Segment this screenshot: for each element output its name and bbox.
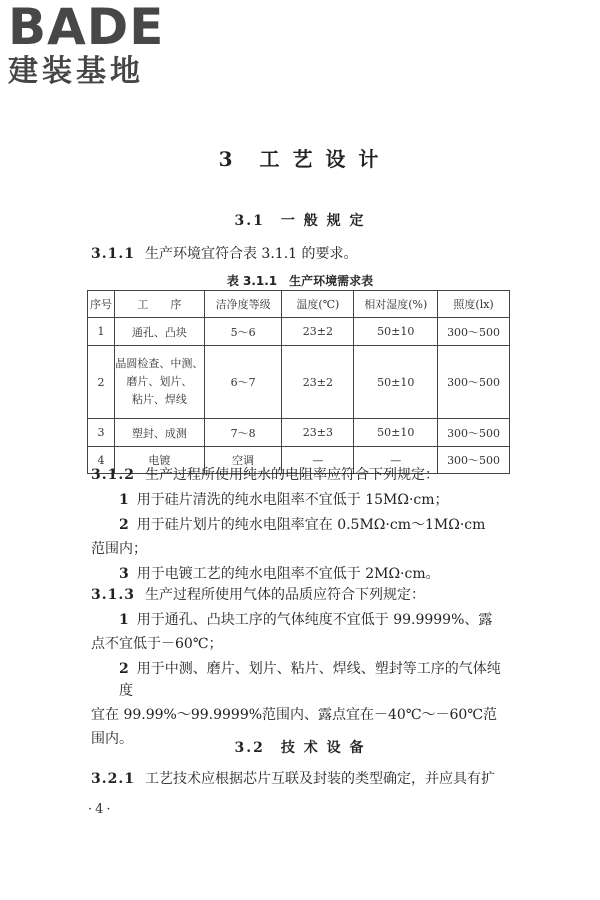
table-cell: 23±3 <box>282 419 354 447</box>
clause-number: 3.2.1 <box>91 771 135 787</box>
clause-text: 生产过程所使用气体的品质应符合下列规定： <box>144 587 425 603</box>
clause-text: 生产环境宜符合表 3.1.1 的要求。 <box>144 246 358 262</box>
list-item <box>91 658 511 702</box>
table-header: 序号 <box>88 291 115 318</box>
table-cell: 50±10 <box>354 419 438 447</box>
logo-english: BADE <box>8 0 165 56</box>
table-cell: 50±10 <box>354 318 438 346</box>
section-heading-3-1: 3.1 一 般 规 定 <box>234 213 366 229</box>
table-row <box>88 318 510 346</box>
table-cell: 300～500 <box>438 419 510 447</box>
table-cell: 3 <box>88 419 115 447</box>
item-text: 用于硅片清洗的纯水电阻率不宜低于 15MΩ·cm； <box>136 492 449 508</box>
item-text: 用于硅片划片的纯水电阻率宜在 0.5MΩ·cm～1MΩ·cm <box>136 517 486 533</box>
table-cell: 4 <box>88 447 115 474</box>
clause-text: 工艺技术应根据芯片互联及封装的类型确定，并应具有扩 <box>144 771 495 787</box>
item-number: 2 <box>119 661 129 677</box>
table-title: 表 3.1.1 生产环境需求表 <box>226 274 374 288</box>
clause-3-1-3 <box>91 584 511 750</box>
chapter-name: 工 艺 设 计 <box>259 147 382 171</box>
table-cell: 5～6 <box>204 318 282 346</box>
item-number: 1 <box>119 612 129 628</box>
chapter-title <box>0 143 600 172</box>
clause-number: 3.1.3 <box>91 587 135 603</box>
table-cell: 1 <box>88 318 115 346</box>
item-text: 用于通孔、凸块工序的气体纯度不宜低于 99.9999%、露 <box>136 612 493 628</box>
table-header: 照度(lx) <box>438 291 510 318</box>
table-cell: 300～500 <box>438 346 510 419</box>
process-line: 晶圆检查、中测、 <box>115 357 204 370</box>
table-cell: 300～500 <box>438 447 510 474</box>
item-number: 1 <box>119 492 129 508</box>
table-cell: 6～7 <box>204 346 282 419</box>
table-row <box>88 419 510 447</box>
item-continuation: 点不宜低于－60℃； <box>91 636 223 652</box>
clause-3-1-2 <box>91 464 511 585</box>
table-cell: 300～500 <box>438 318 510 346</box>
bade-logo <box>8 0 165 92</box>
section-heading-3-2: 3.2 技 术 设 备 <box>234 740 366 756</box>
table-cell: — <box>282 447 354 474</box>
process-line: 磨片、划片、 <box>126 375 193 388</box>
item-text: 用于电镀工艺的纯水电阻率不宜低于 2MΩ·cm。 <box>136 566 440 582</box>
table-cell: 23±2 <box>282 318 354 346</box>
item-number: 3 <box>119 566 129 582</box>
clause-text: 生产过程所使用纯水的电阻率应符合下列规定： <box>144 467 439 483</box>
table-cell: 50±10 <box>354 346 438 419</box>
table-header-row <box>88 291 510 318</box>
table-cell: 通孔、凸块 <box>114 318 204 346</box>
item-continuation: 宜在 99.99%～99.9999%范围内、露点宜在－40℃～－60℃范 <box>91 707 497 723</box>
environment-table <box>87 290 510 474</box>
list-item <box>91 514 511 536</box>
item-number: 2 <box>119 517 129 533</box>
table-cell <box>114 346 204 419</box>
table-cell: 电镀 <box>114 447 204 474</box>
table-header: 洁净度等级 <box>204 291 282 318</box>
table-cell: 空调 <box>204 447 282 474</box>
table-header: 相对湿度(%) <box>354 291 438 318</box>
page-number: ·4· <box>88 802 114 817</box>
clause-number: 3.1.1 <box>91 246 135 262</box>
table-cell: 塑封、成测 <box>114 419 204 447</box>
table-cell: 23±2 <box>282 346 354 419</box>
logo-chinese: 建装基地 <box>8 54 144 89</box>
table-cell: — <box>354 447 438 474</box>
clause-3-2-1 <box>91 768 511 790</box>
item-continuation: 围内。 <box>91 731 133 747</box>
table-row <box>88 346 510 419</box>
process-line: 粘片、焊线 <box>131 393 187 406</box>
clause-3-1-1 <box>91 243 511 265</box>
list-item <box>91 563 511 585</box>
table-cell: 2 <box>88 346 115 419</box>
item-continuation: 范围内； <box>91 541 147 557</box>
chapter-number: 3 <box>218 147 236 171</box>
list-item <box>91 489 511 511</box>
table-header: 温度(℃) <box>282 291 354 318</box>
table-header: 工 序 <box>114 291 204 318</box>
item-text: 用于中测、磨片、划片、粘片、焊线、塑封等工序的气体纯度 <box>119 661 501 699</box>
list-item <box>91 609 511 631</box>
clause-number: 3.1.2 <box>91 467 135 483</box>
table-cell: 7～8 <box>204 419 282 447</box>
